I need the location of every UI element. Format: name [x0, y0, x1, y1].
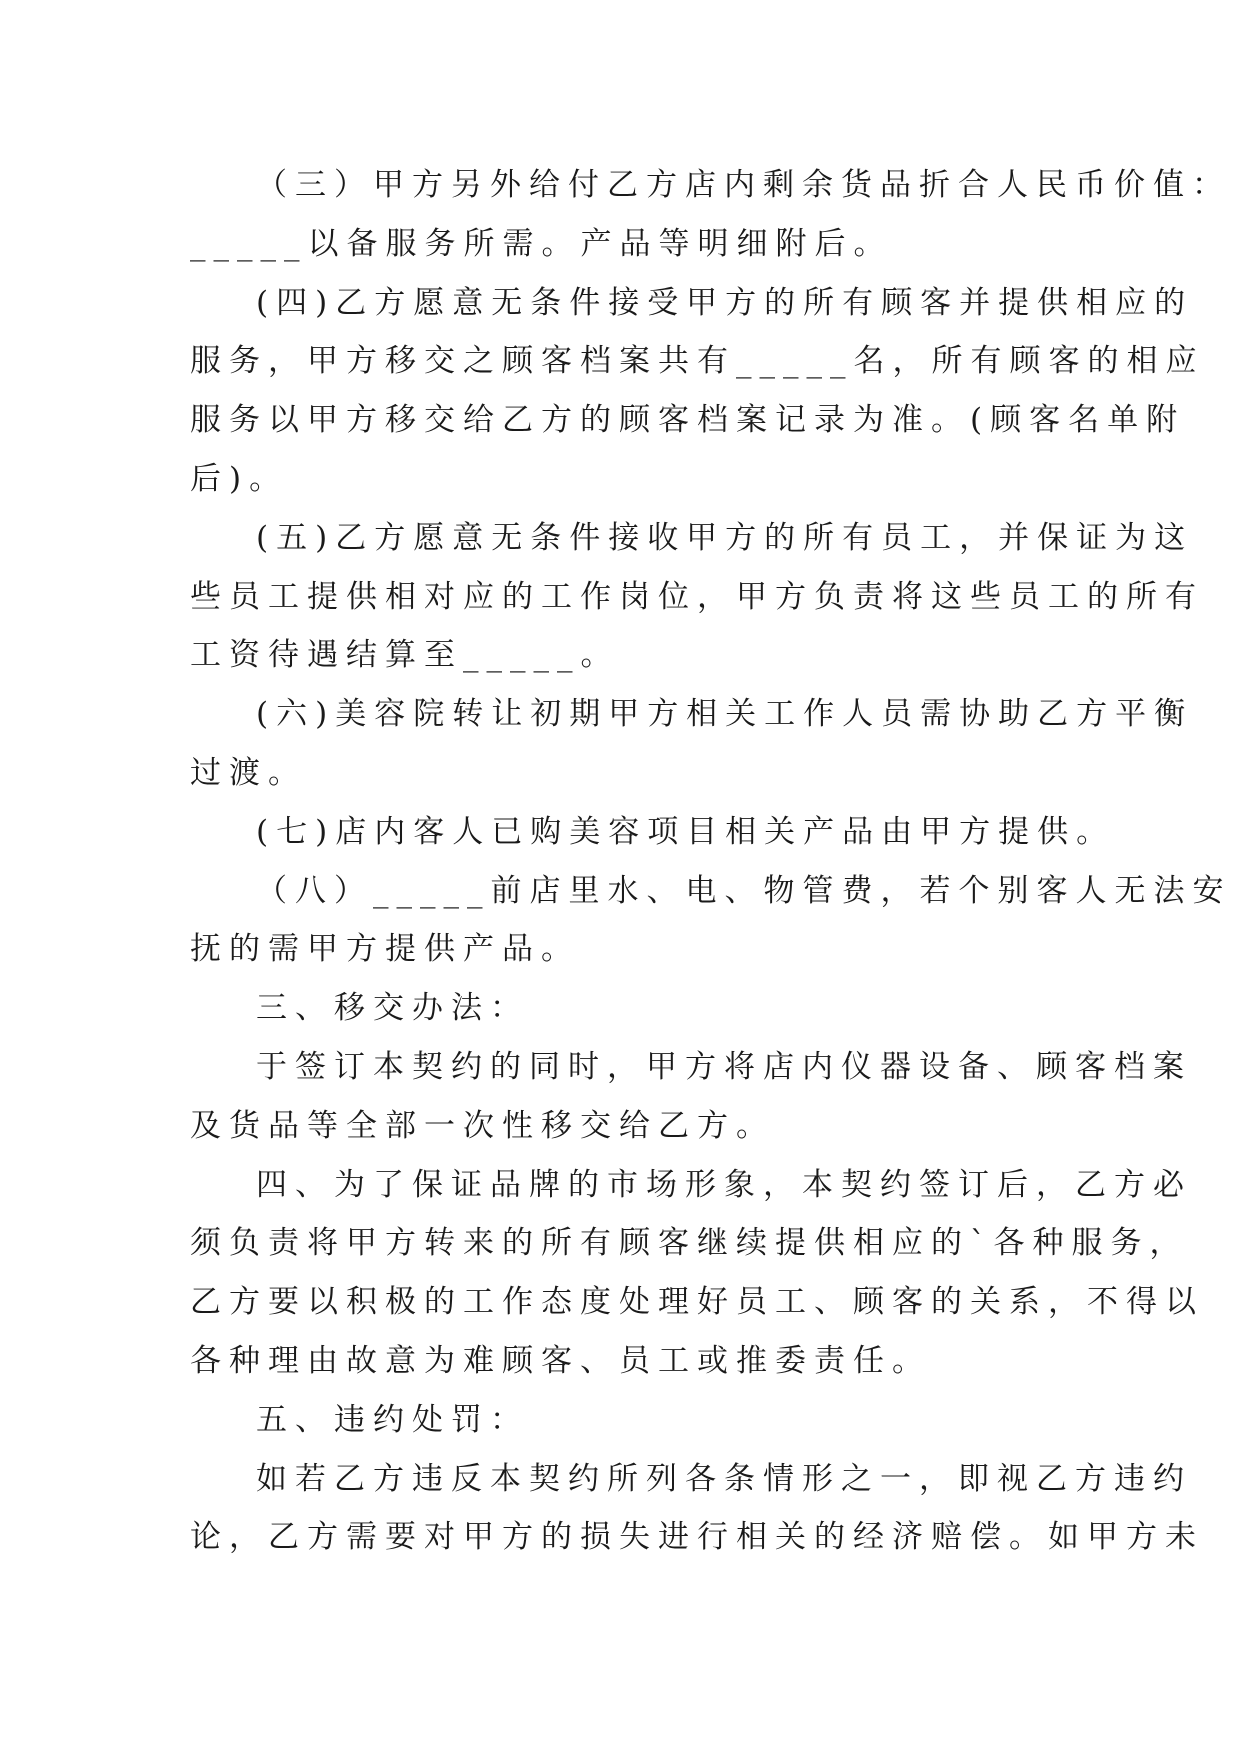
section-4-line-4: 各种理由故意为难顾客、员工或推委责任。	[190, 1342, 931, 1379]
section-3-line-1: 于签订本契约的同时，甲方将店内仪器设备、顾客档案	[256, 1048, 1192, 1085]
paragraph-4-line-3: 服务以甲方移交给乙方的顾客档案记录为准。(顾客名单附	[190, 402, 1186, 439]
section-5-heading: 五、违约处罚：	[256, 1401, 529, 1438]
paragraph-4-line-2: 服务，甲方移交之顾客档案共有_____名，所有顾客的相应	[190, 343, 1205, 380]
paragraph-6-line-2: 过渡。	[190, 754, 307, 791]
section-5-line-2: 论，乙方需要对甲方的损失进行相关的经济赔偿。如甲方未	[190, 1519, 1204, 1556]
section-4-line-1: 四、为了保证品牌的市场形象，本契约签订后，乙方必	[256, 1166, 1192, 1203]
paragraph-3-line-1: （三）甲方另外给付乙方店内剩余货品折合人民币价值：	[256, 167, 1231, 203]
section-5-line-1: 如若乙方违反本契约所列各条情形之一，即视乙方违约	[256, 1460, 1192, 1497]
paragraph-8-line-1: （八）_____前店里水、电、物管费，若个别客人无法安	[256, 872, 1232, 909]
paragraph-4-line-4: 后)。	[190, 460, 289, 497]
paragraph-4-line-1: (四)乙方愿意无条件接受甲方的所有顾客并提供相应的	[256, 284, 1194, 321]
section-3-line-2: 及货品等全部一次性移交给乙方。	[190, 1107, 775, 1144]
paragraph-6-line-1: (六)美容院转让初期甲方相关工作人员需协助乙方平衡	[256, 696, 1194, 733]
paragraph-8-line-2: 抚的需甲方提供产品。	[190, 931, 580, 968]
paragraph-5-line-1: (五)乙方愿意无条件接收甲方的所有员工，并保证为这	[256, 519, 1194, 556]
paragraph-7-line-1: (七)店内客人已购美容项目相关产品由甲方提供。	[256, 813, 1116, 850]
paragraph-5-line-3: 工资待遇结算至_____。	[190, 637, 620, 674]
document-body	[190, 156, 1232, 1567]
paragraph-5-line-2: 些员工提供相对应的工作岗位，甲方负责将这些员工的所有	[190, 578, 1204, 615]
section-3-heading: 三、移交办法：	[256, 990, 529, 1027]
paragraph-3-line-2: _____以备服务所需。产品等明细附后。	[190, 225, 893, 262]
section-4-line-3: 乙方要以积极的工作态度处理好员工、顾客的关系，不得以	[190, 1284, 1204, 1321]
section-4-line-2: 须负责将甲方转来的所有顾客继续提供相应的`各种服务，	[190, 1225, 1189, 1262]
